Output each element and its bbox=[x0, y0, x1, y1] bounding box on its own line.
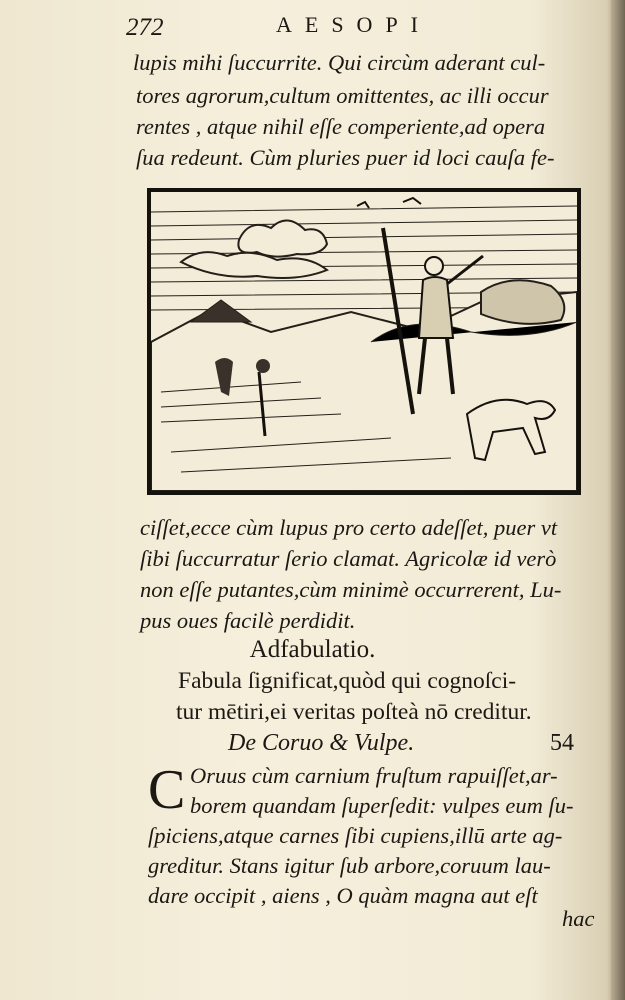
text-line: Oruus cùm carnium fruſtum rapuiſſet,ar- bbox=[190, 763, 558, 788]
text-line: dare occipit , aiens , O quàm magna aut eſt bbox=[148, 883, 538, 908]
text-line: rentes , atque nihil eſſe comperiente,ad opera bbox=[136, 114, 546, 139]
text-line: ſpiciens,atque carnes ſibi cupiens,illū arte ag- bbox=[148, 823, 563, 848]
page-edge bbox=[611, 0, 625, 1000]
moral-line: tur mētiri,ei veritas poſteà nō creditur. bbox=[176, 699, 532, 725]
text-line: tores agrorum,cultum omittentes, ac illi occur bbox=[136, 83, 549, 108]
text-line: borem quandam ſuperſedit: vulpes eum ſu- bbox=[190, 793, 574, 818]
text-line: ſua redeunt. Cùm pluries puer id loci cauſa fe- bbox=[136, 145, 555, 170]
page-number: 272 bbox=[126, 14, 164, 41]
page-header bbox=[126, 8, 596, 44]
moral-heading: Adfabulatio. bbox=[249, 636, 376, 663]
catchword: hac bbox=[562, 906, 595, 931]
woodcut-shepherd-scene bbox=[151, 192, 577, 491]
fable-title: De Coruo & Vulpe. bbox=[228, 730, 415, 756]
moral-line: Fabula ſignificat,quòd qui cognoſci- bbox=[178, 668, 517, 694]
text-line: pus oues facilè perdidit. bbox=[140, 608, 356, 633]
text-line: greditur. Stans igitur ſub arbore,coruum lau- bbox=[148, 853, 551, 878]
text-line: ciſſet,ecce cùm lupus pro certo adeſſet, puer vt bbox=[140, 515, 558, 540]
text-line: lupis mihi ſuccurrite. Qui circùm aderant cul- bbox=[133, 50, 546, 75]
drop-cap: C bbox=[148, 759, 186, 821]
fable-number: 54 bbox=[550, 730, 574, 756]
text-line: non eſſe putantes,cùm minimè occurrerent, Lu- bbox=[140, 577, 562, 602]
text-line: ſibi ſuccurratur ſerio clamat. Agricolæ id verò bbox=[140, 546, 557, 571]
running-title: AESOPI bbox=[276, 12, 432, 37]
woodcut-illustration bbox=[147, 188, 581, 495]
